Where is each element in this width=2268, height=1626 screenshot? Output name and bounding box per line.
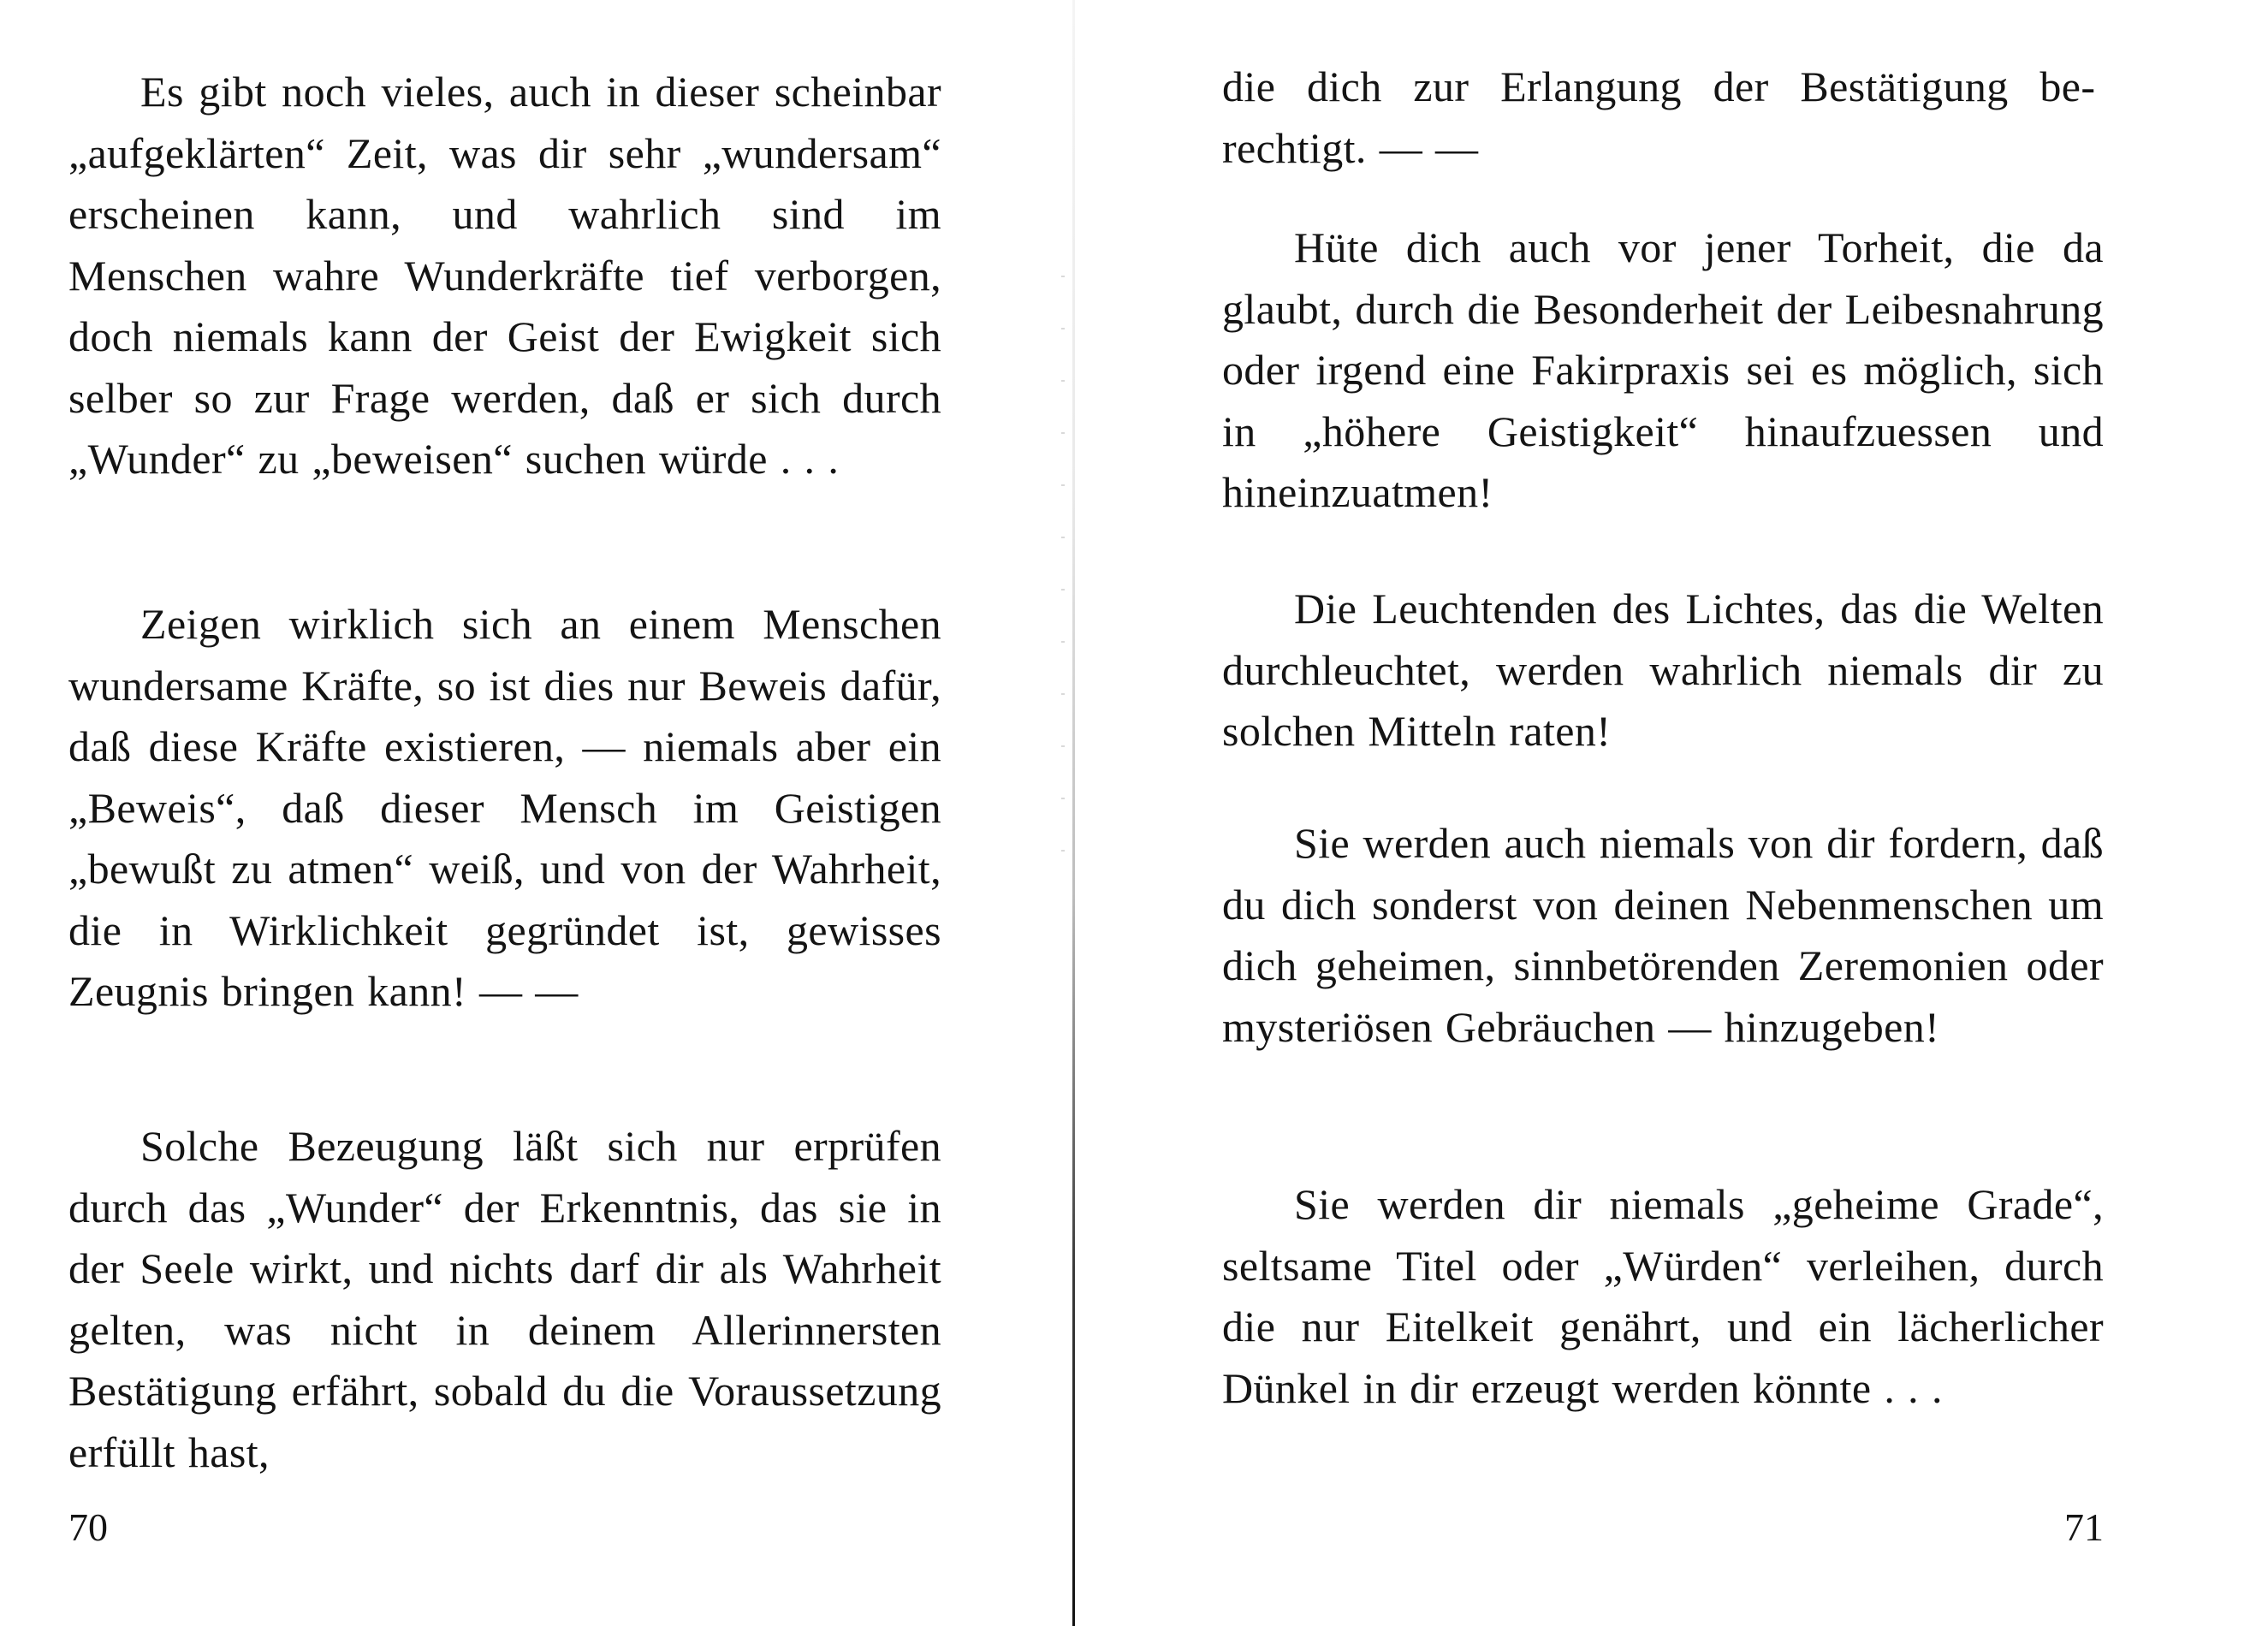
right-paragraph-3: Die Leuchtenden des Lichtes, das die Welten durchleuchtet, werden wahrlich niemals dir zu solchen Mitteln raten! — [1222, 585, 2104, 755]
right-paragraph-2: Hüte dich auch vor jener Torheit, die da glaubt, durch die Besonderheit der Leibesnahrung oder irgend eine Fakirpraxis sei es möglich, sich in „höhere Geistigkeit“ hinaufzuessen und hineinzuatmen! — [1222, 223, 2104, 516]
right-paragraph-1: die dich zur Erlangung der Bestätigung berechtigt. — — — [1222, 62, 2095, 172]
left-paragraph-1: Es gibt noch vieles, auch in dieser scheinbar „aufgeklärten“ Zeit, was dir sehr „wundersam“ erscheinen kann, und wahrlich sind im Menschen wahre Wunderkräfte tief verborgen, doch niemals kann der Geist der Ewigkeit sich selber so zur Frage werden, daß er sich durch „Wunder“ zu „beweisen“ suchen würde . . . — [68, 68, 941, 483]
right-paragraph-5: Sie werden dir niemals „geheime Grade“, seltsame Titel oder „Würden“ verleihen, durch die nur Eitelkeit genährt, und ein lächerlicher Dünkel in dir erzeugt werden könnte . . . — [1222, 1180, 2104, 1412]
right-page-number: 71 — [2064, 1505, 2104, 1549]
right-paragraph-4: Sie werden auch niemals von dir fordern, daß du dich sonderst von deinen Nebenmenschen um dich geheimen, sinnbetörenden Zeremonien oder mysteriösen Gebräuchen — hinzugeben! — [1222, 819, 2104, 1051]
left-page-number: 70 — [68, 1505, 108, 1549]
left-page — [68, 0, 941, 1626]
gutter-specks — [1061, 257, 1065, 856]
left-paragraph-2: Zeigen wirklich sich an einem Menschen wundersame Kräfte, so ist dies nur Beweis dafür, daß diese Kräfte existieren, — niemals aber ein „Beweis“, daß dieser Mensch im Geistigen „bewußt zu atmen“ weiß, und von der Wahrheit, die in Wirklichkeit gegründet ist, gewisses Zeugnis bringen kann! — — — [68, 600, 941, 1015]
left-paragraph-3: Solche Bezeugung läßt sich nur erprüfen durch das „Wunder“ der Erkenntnis, das sie in der Seele wirkt, und nichts darf dir als Wahrheit gelten, was nicht in deinem Allerinnersten Bestätigung erfährt, sobald du die Voraussetzung erfüllt hast, — [68, 1122, 941, 1476]
book-gutter — [1072, 0, 1075, 1626]
right-page — [1222, 0, 2104, 1626]
